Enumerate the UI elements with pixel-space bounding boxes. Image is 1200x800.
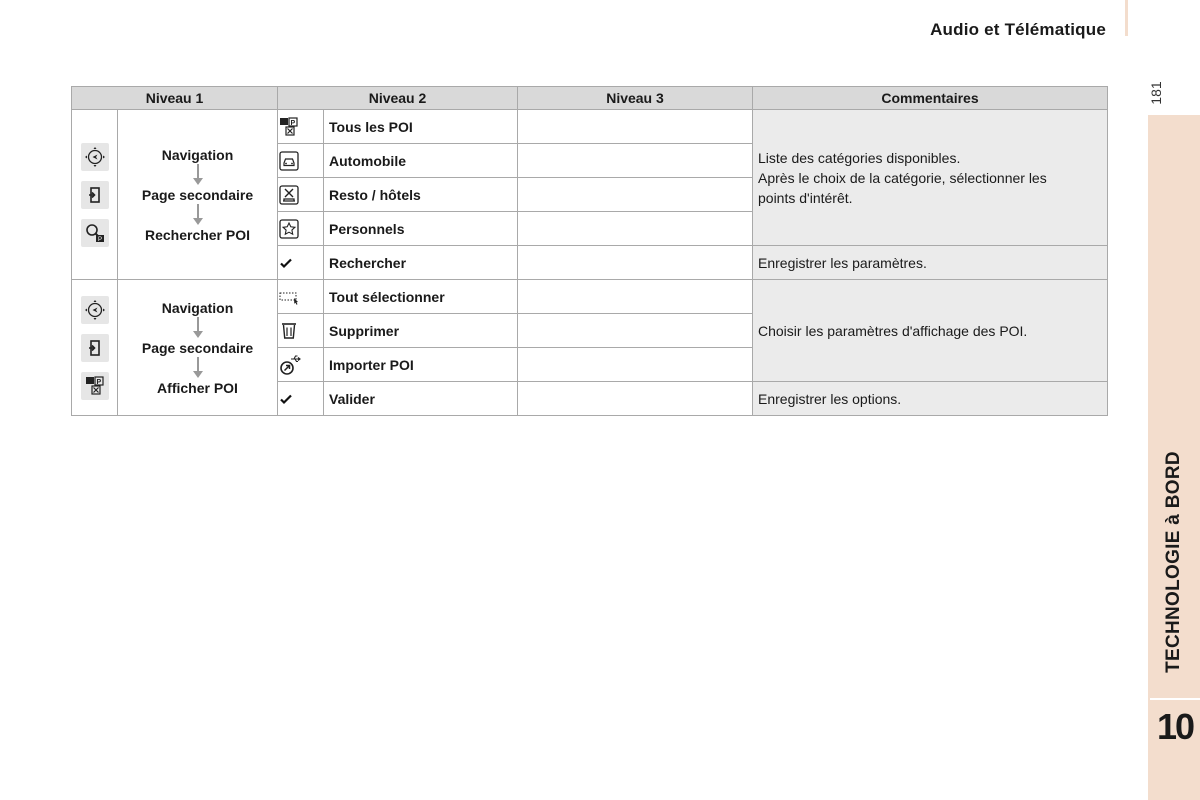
level1-step-navigation: Navigation [161,299,234,316]
level3-cell [518,348,753,382]
level3-cell [518,178,753,212]
chapter-number: 10 [1156,706,1194,747]
level2-automobile[interactable]: Automobile [324,144,518,178]
level3-cell [518,110,753,144]
level1-path-cell [118,110,278,280]
down-arrow-icon [192,317,204,339]
chapter-divider [1150,698,1200,700]
comment-categories-text: Liste des catégories disponibles. Après le choix de la catégorie, sélectionner les points d'intérêt. [758,149,1047,206]
level2-all-poi[interactable]: Tous les POI [324,110,518,144]
secondary-page-icon[interactable] [81,181,109,209]
star-icon[interactable] [278,212,324,246]
table-row [72,280,1108,314]
level1-step-search-poi: Rechercher POI [144,226,251,243]
down-arrow-icon [192,164,204,186]
level2-select-all[interactable]: Tout sélectionner [324,280,518,314]
comment-display-settings: Choisir les paramètres d'affichage des POI. [753,280,1108,382]
secondary-page-icon[interactable] [81,334,109,362]
svg-text:P: P [290,119,296,127]
header-level-1: Niveau 1 [72,87,278,110]
usb-import-icon[interactable] [278,348,324,382]
comment-categories [753,110,1108,246]
level2-import-poi[interactable]: Importer POI [324,348,518,382]
table-row [72,110,1108,144]
comment-save-parameters: Enregistrer les paramètres. [753,246,1108,280]
header-level-3: Niveau 3 [518,87,753,110]
section-title: Audio et Télématique [930,20,1106,39]
table-header-row [72,87,1108,110]
show-poi-icon[interactable] [81,372,109,400]
header-accent-rule [1125,0,1128,36]
level3-cell [518,144,753,178]
level1-step-show-poi: Afficher POI [157,379,238,396]
check-icon[interactable] [278,246,324,280]
level1-icons-cell [72,280,118,416]
navigation-dial-icon[interactable] [81,296,109,324]
level1-step-secondary-page: Page secondaire [141,339,254,356]
level3-cell [518,212,753,246]
svg-text:P: P [97,236,102,243]
svg-text:P: P [96,378,101,386]
check-icon[interactable] [278,382,324,416]
level3-cell [518,280,753,314]
down-arrow-icon [192,357,204,379]
search-poi-icon[interactable] [81,219,109,247]
level1-step-secondary-page: Page secondaire [141,186,254,203]
page-number: 181 [1148,81,1164,105]
level2-search[interactable]: Rechercher [324,246,518,280]
header-comments: Commentaires [753,87,1108,110]
car-icon[interactable] [278,144,324,178]
level1-icons-cell [72,110,118,280]
level2-delete[interactable]: Supprimer [324,314,518,348]
level1-step-navigation: Navigation [161,146,234,163]
level3-cell [518,314,753,348]
poi-menu-table [71,86,1108,416]
level1-path-cell [118,280,278,416]
select-all-icon[interactable] [278,280,324,314]
level2-restaurant-hotels[interactable]: Resto / hôtels [324,178,518,212]
down-arrow-icon [192,204,204,226]
level2-validate[interactable]: Valider [324,382,518,416]
level3-cell [518,382,753,416]
header-level-2: Niveau 2 [278,87,518,110]
level3-cell [518,246,753,280]
chapter-title-text: TECHNOLOGIE à BORD [1163,451,1184,673]
trash-icon[interactable] [278,314,324,348]
navigation-dial-icon[interactable] [81,143,109,171]
restaurant-hotel-icon[interactable] [278,178,324,212]
all-poi-icon[interactable] [278,110,324,144]
comment-save-options: Enregistrer les options. [753,382,1108,416]
level2-personal[interactable]: Personnels [324,212,518,246]
